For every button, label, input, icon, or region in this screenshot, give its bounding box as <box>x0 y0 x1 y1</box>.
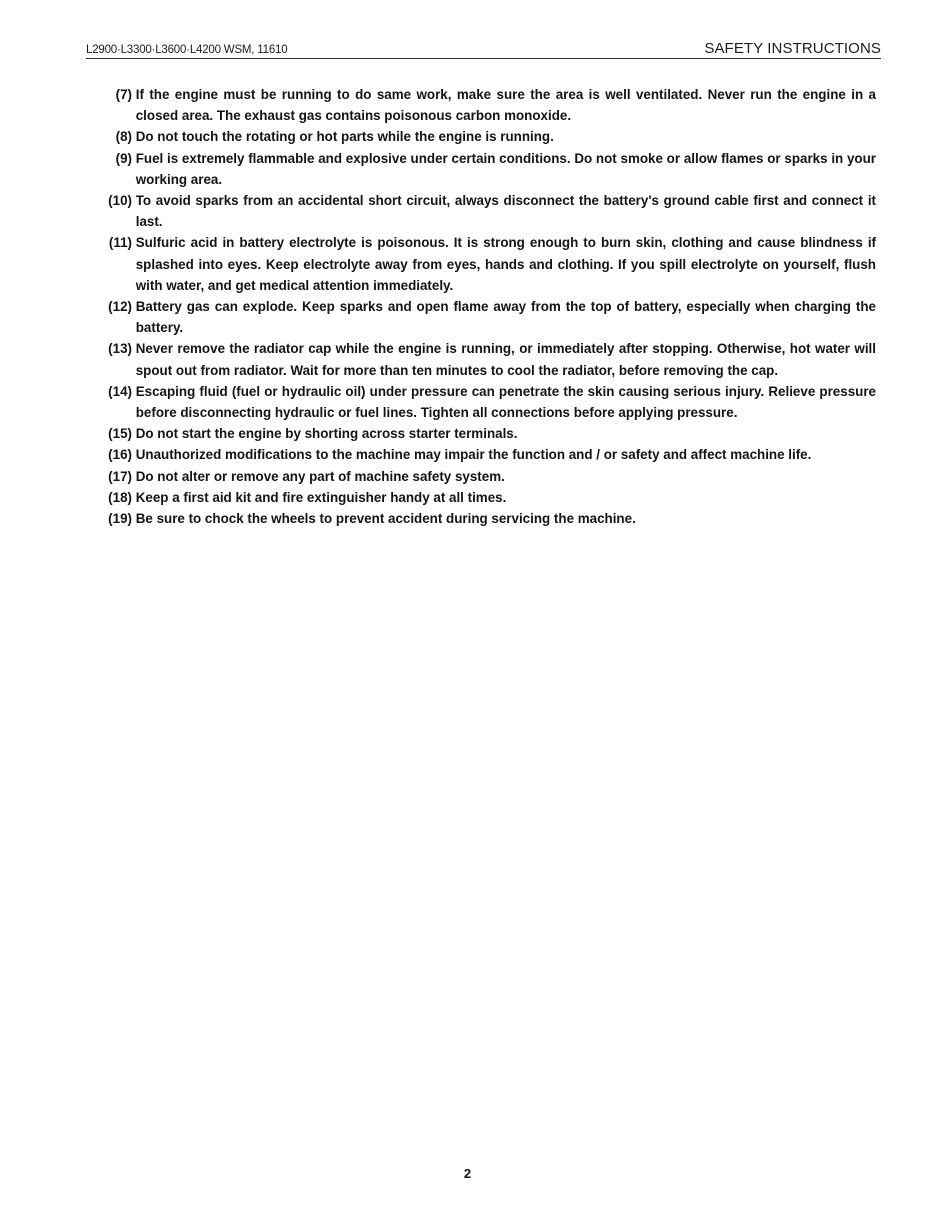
item-number: (13) <box>108 341 132 357</box>
item-number: (8) <box>115 129 132 145</box>
item-number: (16) <box>108 447 132 463</box>
list-item <box>96 296 876 338</box>
safety-instructions-list <box>96 84 876 529</box>
header-section-title: SAFETY INSTRUCTIONS <box>704 40 881 57</box>
item-text: Sulfuric acid in battery electrolyte is poisonous. It is strong enough to burn skin, clothing and cause blindness if splashed into eyes. Keep electrolyte away from eyes, hands and clothing. If you spill electrolyte on yourself, flush with water, and get medical attention immediately. <box>135 235 876 293</box>
item-text: Battery gas can explode. Keep sparks and open flame away from the top of battery, especially when charging the battery. <box>135 299 876 336</box>
item-text: Do not start the engine by shorting across starter terminals. <box>135 426 518 442</box>
item-text: Be sure to chock the wheels to prevent accident during servicing the machine. <box>135 511 636 527</box>
item-text: Do not touch the rotating or hot parts while the engine is running. <box>135 129 554 145</box>
item-number: (17) <box>108 468 132 484</box>
list-item <box>96 444 876 465</box>
list-item <box>96 190 876 232</box>
item-text: If the engine must be running to do same work, make sure the area is well ventilated. Never run the engine in a closed area. The exhaust gas contains poisonous carbon monoxide. <box>135 87 876 124</box>
item-number: (10) <box>108 193 132 209</box>
page-number: 2 <box>463 1166 472 1181</box>
list-item <box>96 84 876 126</box>
list-item <box>96 466 876 487</box>
item-text: Escaping fluid (fuel or hydraulic oil) under pressure can penetrate the skin causing serious injury. Relieve pressure before disconnecting hydraulic or fuel lines. Tighten all connections before applying pressure. <box>135 383 876 421</box>
page-header <box>86 36 881 59</box>
list-item <box>96 126 876 147</box>
item-text: Fuel is extremely flammable and explosive under certain conditions. Do not smoke or allow flames or sparks in your working area. <box>135 150 876 187</box>
list-item <box>96 338 876 380</box>
item-text: Never remove the radiator cap while the engine is running, or immediately after stopping. Otherwise, hot water will spout out from radiator. Wait for more than ten minutes to cool the radiator, before removing the cap. <box>135 341 876 378</box>
item-number: (12) <box>108 299 132 315</box>
header-manual-code: L2900·L3300·L3600·L4200 WSM, 11610 <box>86 44 288 56</box>
list-item <box>96 423 876 444</box>
item-text: To avoid sparks from an accidental short circuit, always disconnect the battery's ground cable first and connect it last. <box>135 193 876 230</box>
list-item <box>96 508 876 529</box>
item-number: (19) <box>108 511 132 527</box>
list-item <box>96 232 876 296</box>
list-item <box>96 487 876 508</box>
item-number: (15) <box>108 426 132 442</box>
item-text: Do not alter or remove any part of machine safety system. <box>135 468 505 484</box>
list-item <box>96 148 876 190</box>
item-number: (11) <box>108 235 132 251</box>
list-item <box>96 381 876 423</box>
item-number: (18) <box>108 489 132 505</box>
item-text: Unauthorized modifications to the machine may impair the function and / or safety and affect machine life. <box>135 447 812 463</box>
item-number: (9) <box>115 150 132 166</box>
item-number: (7) <box>115 87 132 102</box>
item-text: Keep a first aid kit and fire extinguisher handy at all times. <box>135 489 507 505</box>
item-number: (14) <box>108 383 132 399</box>
